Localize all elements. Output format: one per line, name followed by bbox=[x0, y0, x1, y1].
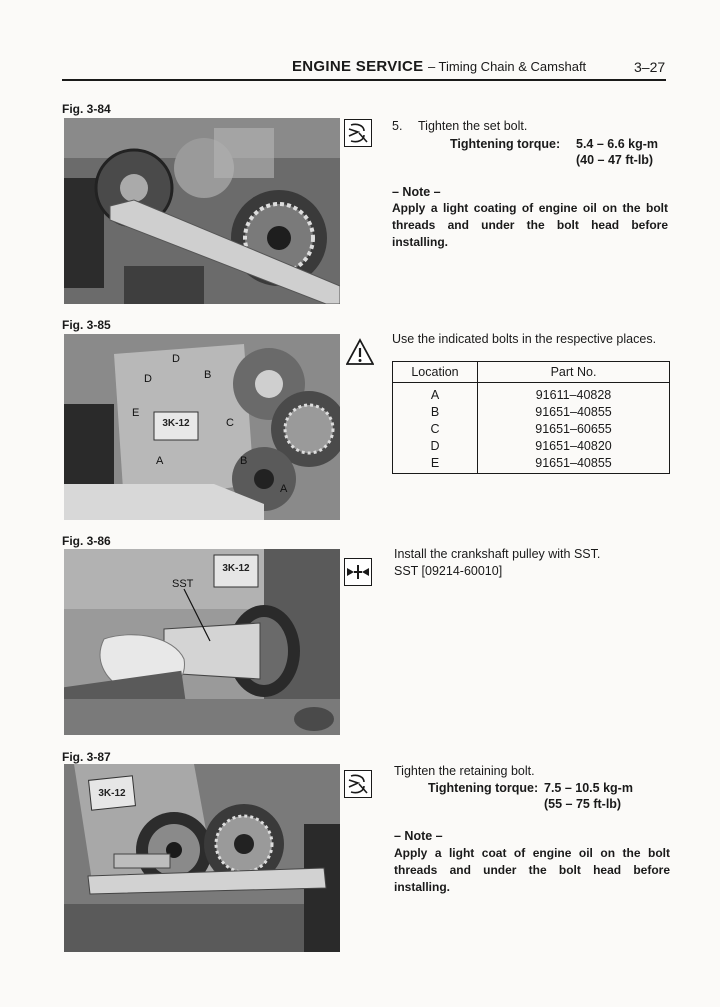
press-fit-icon bbox=[344, 558, 372, 586]
location-cell: C bbox=[393, 420, 478, 437]
location-cell: A bbox=[393, 383, 478, 404]
note-title: – Note – bbox=[392, 185, 441, 199]
figure-photo-pulley-bolt-torque bbox=[64, 764, 340, 952]
note-body: Apply a light coat of engine oil on the bolt threads and under the bolt head before installing. bbox=[394, 846, 670, 894]
engine-tag-label: 3K-12 bbox=[162, 418, 190, 429]
torque-wrench-icon bbox=[344, 770, 372, 798]
section-title: ENGINE SERVICE bbox=[292, 58, 424, 75]
torque-label: Tightening torque: bbox=[428, 781, 539, 795]
table-row bbox=[393, 420, 670, 437]
section-subtitle: – Timing Chain & Camshaft bbox=[427, 59, 587, 74]
bolt-parts-table bbox=[392, 361, 670, 474]
table-row bbox=[393, 454, 670, 474]
callout-label: B bbox=[204, 369, 212, 381]
callout-label: D bbox=[172, 353, 180, 365]
figure-photo-timing-cover-bolts bbox=[64, 334, 340, 520]
part-number-cell: 91651–40820 bbox=[478, 437, 670, 454]
caution-triangle-icon bbox=[346, 338, 374, 366]
figure-photo-pulley-install-sst bbox=[64, 549, 340, 735]
callout-label: A bbox=[156, 455, 164, 467]
part-number-cell: 91611–40828 bbox=[478, 383, 670, 404]
note-body: Apply a light coating of engine oil on the bolt threads and under the bolt head before installing. bbox=[392, 201, 668, 249]
figure-photo-timing-gear-wrench bbox=[64, 118, 340, 304]
location-cell: E bbox=[393, 454, 478, 474]
note-title: – Note – bbox=[394, 829, 443, 843]
torque-metric: 7.5 – 10.5 kg-m bbox=[544, 781, 633, 795]
callout-label: A bbox=[280, 483, 288, 495]
page-number: 3–27 bbox=[634, 59, 666, 75]
torque-label: Tightening torque: bbox=[450, 137, 561, 151]
location-cell: B bbox=[393, 403, 478, 420]
engine-tag-label: 3K-12 bbox=[98, 788, 126, 799]
header-rule bbox=[62, 79, 666, 81]
step-text: Tighten the retaining bolt. bbox=[394, 764, 535, 778]
table-header-row bbox=[393, 362, 670, 383]
torque-metric: 5.4 – 6.6 kg-m bbox=[576, 137, 658, 151]
instruction-text: Use the indicated bolts in the respective places. bbox=[392, 332, 657, 346]
part-number-cell: 91651–60655 bbox=[478, 420, 670, 437]
callout-label: E bbox=[132, 407, 140, 419]
column-header-part-no: Part No. bbox=[478, 362, 670, 383]
column-header-location: Location bbox=[393, 362, 478, 383]
step-number: 5. bbox=[392, 119, 403, 133]
callout-label: C bbox=[226, 417, 234, 429]
torque-imperial: (40 – 47 ft-lb) bbox=[576, 153, 654, 167]
part-number-cell: 91651–40855 bbox=[478, 454, 670, 474]
table-row bbox=[393, 437, 670, 454]
table-row bbox=[393, 383, 670, 404]
page-header-title bbox=[292, 58, 586, 75]
figure-label: Fig. 3-84 bbox=[62, 102, 111, 116]
torque-imperial: (55 – 75 ft-lb) bbox=[544, 797, 622, 811]
callout-label: B bbox=[240, 455, 248, 467]
engine-tag-label: 3K-12 bbox=[222, 563, 250, 574]
figure-label: Fig. 3-85 bbox=[62, 318, 111, 332]
location-cell: D bbox=[393, 437, 478, 454]
figure-label: Fig. 3-87 bbox=[62, 750, 111, 764]
figure-label: Fig. 3-86 bbox=[62, 534, 111, 548]
part-number-cell: 91651–40855 bbox=[478, 403, 670, 420]
instruction-text: Install the crankshaft pulley with SST. bbox=[394, 547, 601, 561]
table-row bbox=[393, 403, 670, 420]
step-text: Tighten the set bolt. bbox=[418, 119, 528, 133]
callout-label: D bbox=[144, 373, 152, 385]
sst-callout-label: SST bbox=[172, 578, 194, 590]
sst-part-number: SST [09214-60010] bbox=[394, 564, 503, 578]
torque-wrench-icon bbox=[344, 119, 372, 147]
